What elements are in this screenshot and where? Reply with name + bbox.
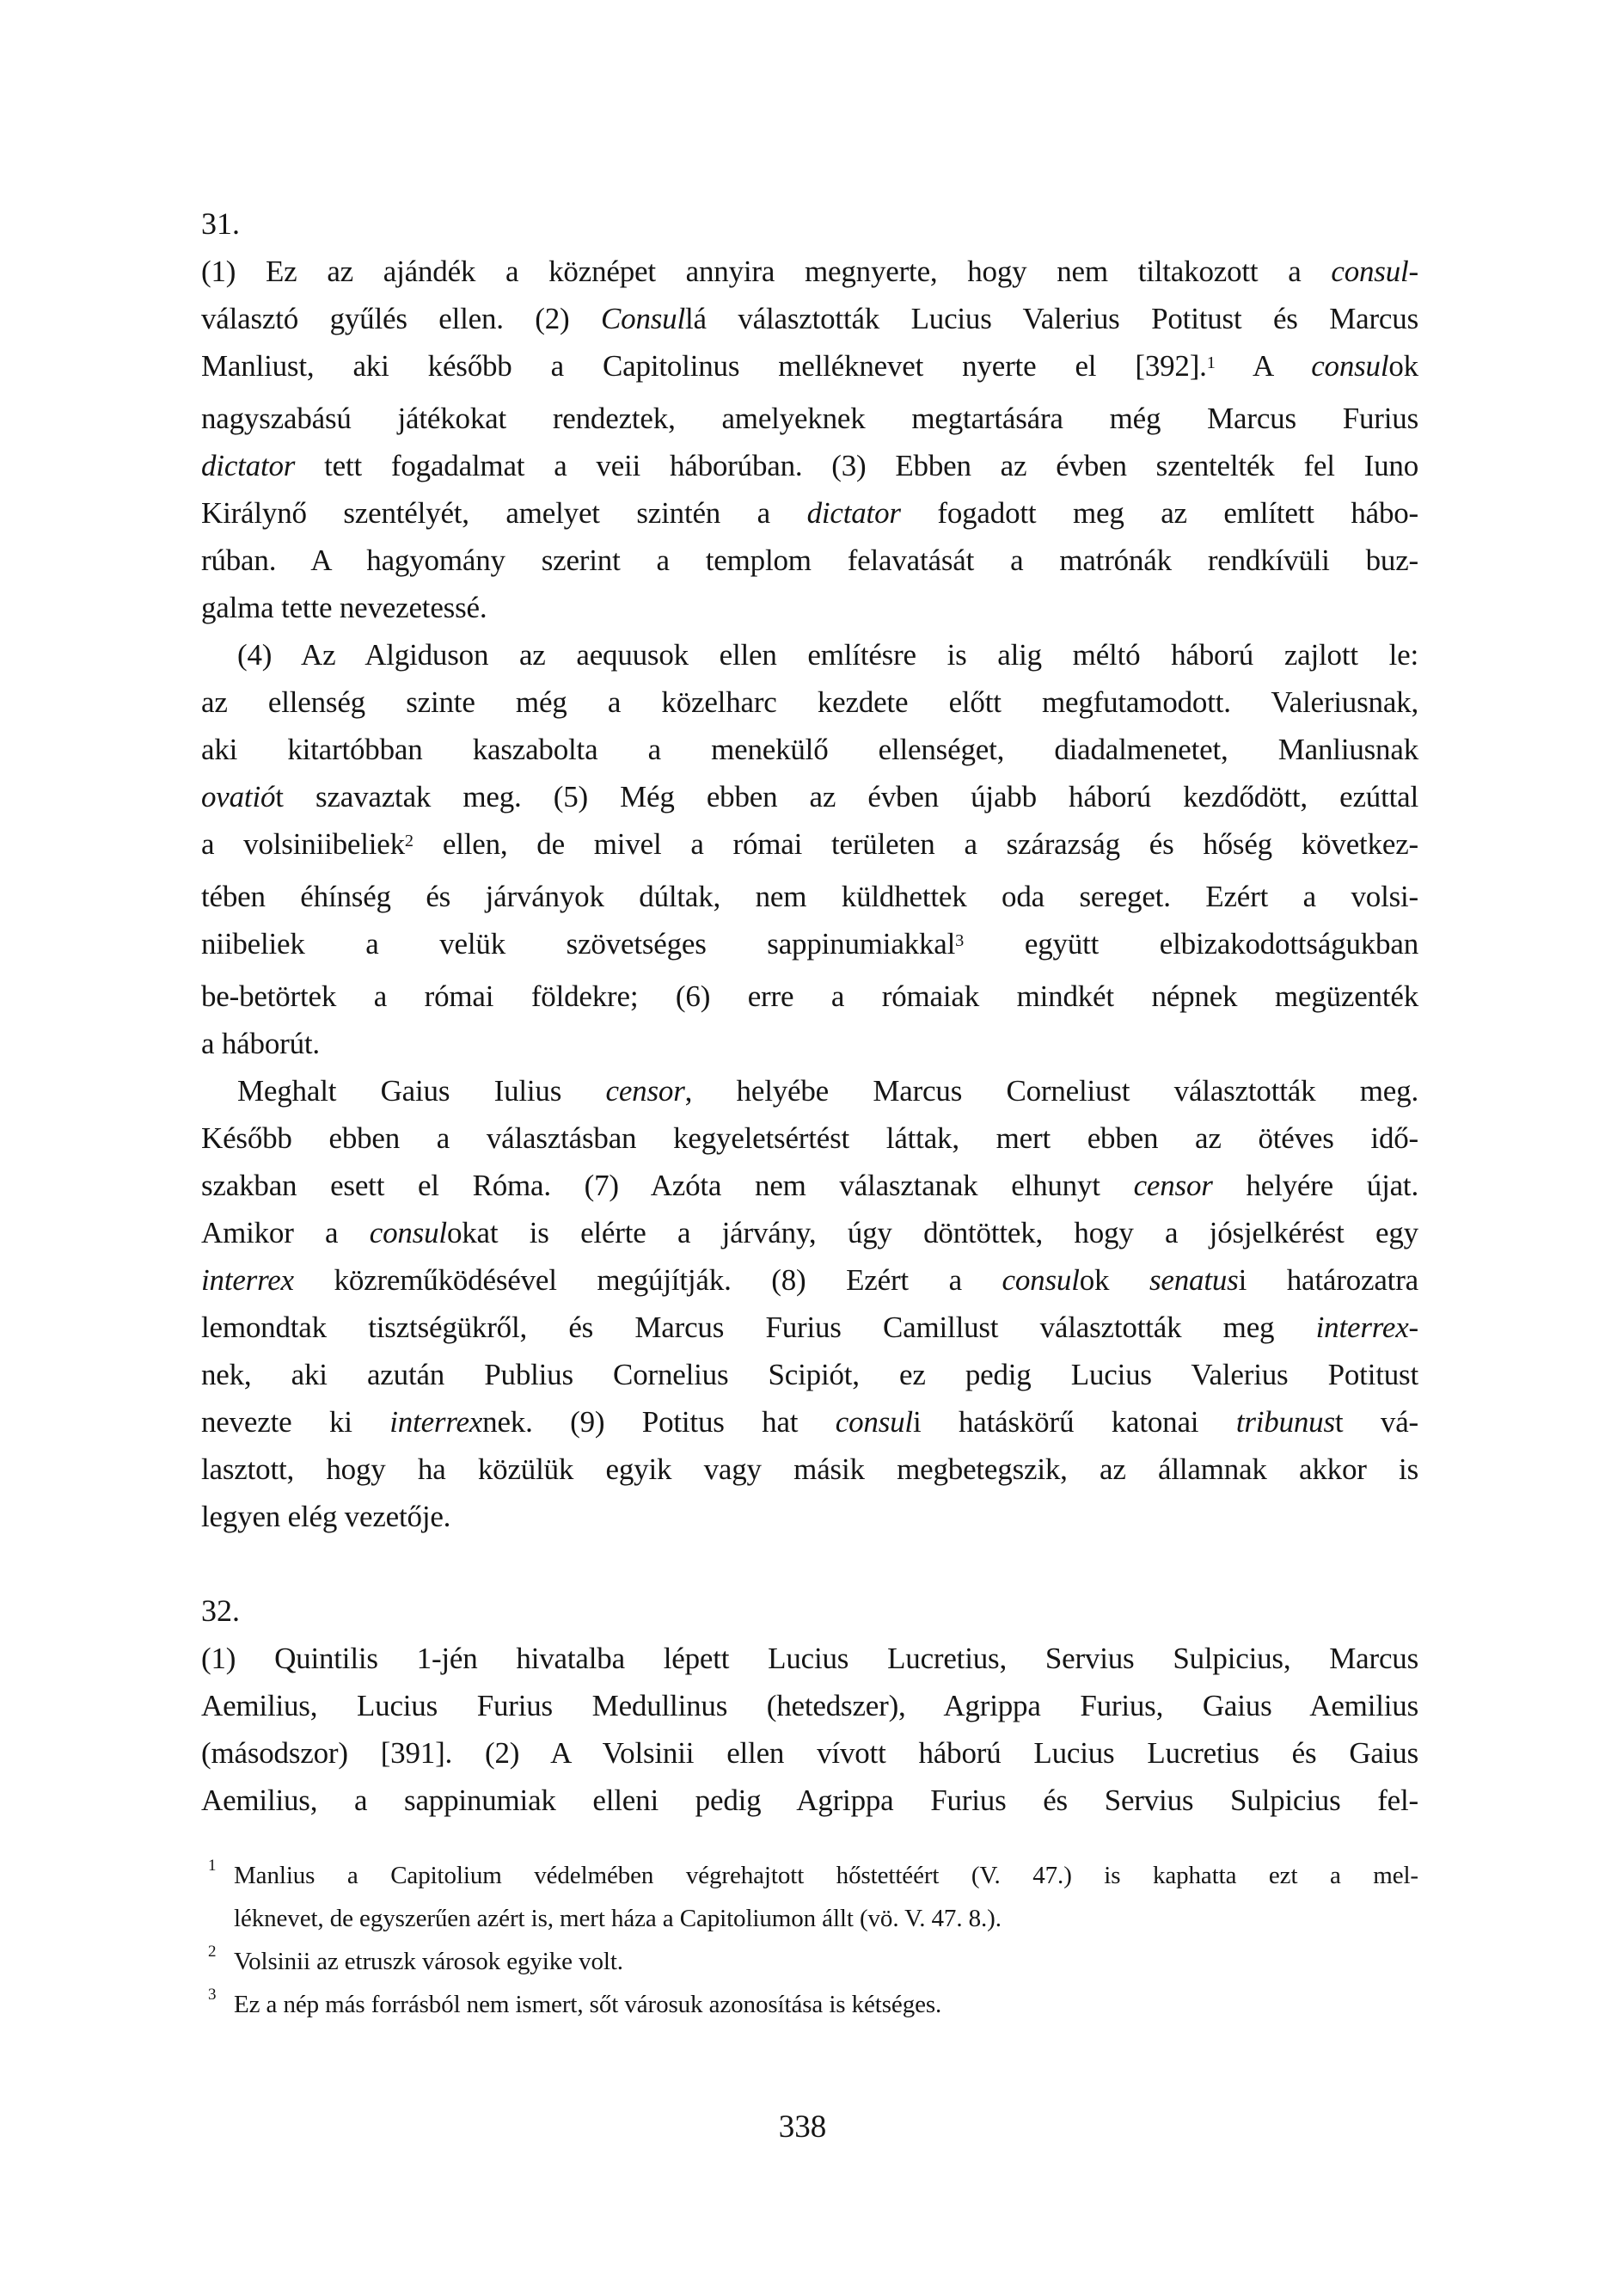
latin-term: censor xyxy=(1133,1169,1213,1202)
paragraph xyxy=(201,1067,1418,1540)
section-31 xyxy=(201,200,1418,1540)
page-number: 338 xyxy=(778,2109,827,2145)
text-line xyxy=(201,1304,1418,1351)
latin-term: consul xyxy=(835,1405,913,1439)
latin-term: interrex xyxy=(201,1263,294,1297)
text-line xyxy=(201,1020,1418,1067)
text-run: fogadott meg az említett hábo- xyxy=(900,496,1419,530)
text-run: Később ebben a választásban kegyeletsértést láttak, mert ebben az ötéves idő- xyxy=(201,1121,1418,1155)
latin-term: tribunus xyxy=(1235,1405,1335,1439)
section-32 xyxy=(201,1587,1418,1824)
text-line xyxy=(201,678,1418,726)
text-run: szakban esett el Róma. (7) Azóta nem választanak elhunyt xyxy=(201,1169,1134,1202)
text-line xyxy=(201,726,1418,773)
text-line xyxy=(201,1209,1418,1256)
text-line xyxy=(201,1493,1418,1540)
text-line xyxy=(201,489,1418,537)
text-line xyxy=(201,1729,1418,1777)
text-run: rúban. A hagyomány szerint a templom felavatását a matrónák rendkívüli buz- xyxy=(201,543,1418,577)
text-run: Királynő szentélyét, amelyet szintén a xyxy=(201,496,807,530)
text-run: választó gyűlés ellen. (2) xyxy=(201,302,601,335)
text-line xyxy=(201,1256,1418,1304)
footnote-ref: 3 xyxy=(955,930,965,950)
text-run: (1) Ez az ajándék a köznépet annyira megnyerte, hogy nem tiltakozott a xyxy=(201,255,1332,288)
text-run: a háborút. xyxy=(201,1027,320,1060)
text-line xyxy=(201,820,1418,873)
text-run: , helyébe Marcus Corneliust választották meg. xyxy=(684,1074,1418,1108)
text-run: niibeliek a velük szövetséges sappinumiakkal xyxy=(201,927,956,961)
text-run: nagyszabású játékokat rendeztek, amelyeknek megtartására még Marcus Furius xyxy=(201,402,1418,435)
text-run: a volsiniibeliek xyxy=(201,827,405,861)
text-run: (4) Az Algiduson az aequusok ellen említésre is alig méltó háború zajlott le: xyxy=(237,638,1418,672)
text-line xyxy=(201,1114,1418,1162)
text-line xyxy=(201,295,1418,342)
text-run: galma tette nevezetessé. xyxy=(201,591,487,624)
footnotes xyxy=(201,1854,1418,2026)
latin-term: consul xyxy=(1311,349,1389,383)
text-line xyxy=(201,248,1418,295)
text-line xyxy=(201,537,1418,584)
text-run: legyen elég vezetője. xyxy=(201,1500,451,1533)
text-line xyxy=(201,1446,1418,1493)
text-line xyxy=(201,920,1418,973)
text-run: Manliust, aki később a Capitolinus melléknevet nyerte el [392]. xyxy=(201,349,1207,383)
text-run: az ellenség szinte még a közelharc kezdete előtt megfutamodott. Valeriusnak, xyxy=(201,685,1418,719)
footnote-marker: 2 xyxy=(208,1943,217,1961)
text-run: be-betörtek a római földekre; (6) erre a rómaiak mindkét népnek megüzenték xyxy=(201,979,1418,1013)
text-line xyxy=(201,1351,1418,1398)
text-line xyxy=(201,1398,1418,1446)
text-run: nek, aki azután Publius Cornelius Scipiót, ez pedig Lucius Valerius Potitust xyxy=(201,1358,1418,1391)
text-line xyxy=(201,973,1418,1020)
text-line xyxy=(201,1682,1418,1729)
text-run: aki kitartóbban kaszabolta a menekülő ellenséget, diadalmenetet, Manliusnak xyxy=(201,733,1418,766)
footnote xyxy=(201,1854,1418,1940)
text-run: Aemilius, a sappinumiak elleni pedig Agrippa Furius és Servius Sulpicius fel- xyxy=(201,1783,1418,1817)
text-line xyxy=(201,1067,1418,1114)
text-run: (1) Quintilis 1-jén hivatalba lépett Lucius Lucretius, Servius Sulpicius, Marcus xyxy=(201,1642,1418,1675)
section-31-number: 31. xyxy=(201,206,240,241)
text-line xyxy=(201,584,1418,631)
footnote-ref: 1 xyxy=(1206,353,1216,372)
text-run: helyére újat. xyxy=(1212,1169,1419,1202)
text-run: (másodszor) [391]. (2) A Volsinii ellen vívott háború Lucius Lucretius és Gaius xyxy=(201,1736,1418,1770)
section-32-paragraphs xyxy=(201,1635,1418,1824)
text-line xyxy=(234,1897,1418,1940)
text-run: léknevet, de egyszerűen azért is, mert háza a Capitoliumon állt (vö. V. 47. 8.). xyxy=(234,1905,1002,1932)
text-run: t szavaztak meg. (5) Még ebben az évben újabb háború kezdődött, ezúttal xyxy=(275,780,1418,813)
text-run: Manlius a Capitolium védelmében végrehajtott hőstettéért (V. 47.) is kaphatta ezt a mel- xyxy=(234,1862,1418,1889)
text-line xyxy=(201,395,1418,442)
text-line xyxy=(201,873,1418,920)
text-line xyxy=(234,1854,1418,1897)
latin-term: senatus xyxy=(1149,1263,1239,1297)
footnote xyxy=(201,1983,1418,2026)
text-line xyxy=(201,773,1418,820)
text-run: ok xyxy=(1079,1263,1149,1297)
text-run: nek. (9) Potitus hat xyxy=(482,1405,836,1439)
latin-term: ovatió xyxy=(201,780,276,813)
text-run: ellen, de mivel a római területen a szárazság és hőség következ- xyxy=(414,827,1419,861)
text-run: t vá- xyxy=(1334,1405,1418,1439)
text-run: Meghalt Gaius Iulius xyxy=(237,1074,606,1108)
text-run: lemondtak tisztségükről, és Marcus Furius Camillust választották meg xyxy=(201,1311,1316,1344)
text-run: lá választották Lucius Valerius Potitust és Marcus xyxy=(685,302,1418,335)
text-run: Aemilius, Lucius Furius Medullinus (hetedszer), Agrippa Furius, Gaius Aemilius xyxy=(201,1689,1418,1722)
latin-term: dictator xyxy=(201,449,296,482)
text-run: A xyxy=(1215,349,1312,383)
text-run: okat is elérte a járvány, úgy döntöttek, hogy a jósjelkérést egy xyxy=(446,1216,1418,1249)
paragraph xyxy=(201,631,1418,1067)
section-32-number: 32. xyxy=(201,1593,240,1628)
latin-term: Consul xyxy=(601,302,685,335)
text-run: együtt elbizakodottságukban xyxy=(964,927,1418,961)
text-line xyxy=(201,442,1418,489)
latin-term: dictator xyxy=(806,496,901,530)
text-run: Volsinii az etruszk városok egyike volt. xyxy=(234,1948,623,1975)
paragraph xyxy=(201,248,1418,631)
text-run: Amikor a xyxy=(201,1216,370,1249)
footnote xyxy=(201,1940,1418,1983)
text-run: lasztott, hogy ha közülük egyik vagy másik megbetegszik, az államnak akkor is xyxy=(201,1452,1418,1486)
section-31-paragraphs xyxy=(201,248,1418,1540)
text-run: Ez a nép más forrásból nem ismert, sőt városuk azonosítása is kétséges. xyxy=(234,1991,942,2018)
text-run: i határozatra xyxy=(1238,1263,1418,1297)
text-line xyxy=(234,1940,1418,1983)
text-line xyxy=(201,1777,1418,1824)
text-line xyxy=(201,1162,1418,1209)
footnote-marker: 1 xyxy=(208,1857,217,1875)
text-run: i hatáskörű katonai xyxy=(912,1405,1236,1439)
text-line xyxy=(201,1635,1418,1682)
footnote-ref: 2 xyxy=(404,831,414,850)
latin-term: interrex xyxy=(389,1405,483,1439)
text-run: ok xyxy=(1388,349,1418,383)
text-run: tett fogadalmat a veii háborúban. (3) Ebben az évben szentelték fel Iuno xyxy=(295,449,1418,482)
text-line xyxy=(201,631,1418,678)
latin-term: interrex- xyxy=(1315,1311,1418,1344)
text-run: nevezte ki xyxy=(201,1405,390,1439)
latin-term: censor xyxy=(605,1074,685,1108)
text-line xyxy=(201,342,1418,395)
latin-term: consul xyxy=(369,1216,447,1249)
text-run: közreműködésével megújítják. (8) Ezért a xyxy=(293,1263,1002,1297)
text-run: tében éhínség és járványok dúltak, nem küldhettek oda sereget. Ezért a volsi- xyxy=(201,880,1418,913)
paragraph xyxy=(201,1635,1418,1824)
latin-term: consul xyxy=(1002,1263,1080,1297)
footnote-marker: 3 xyxy=(208,1986,217,2004)
text-block xyxy=(201,200,1418,1824)
text-line xyxy=(234,1983,1418,2026)
latin-term: consul- xyxy=(1331,255,1418,288)
